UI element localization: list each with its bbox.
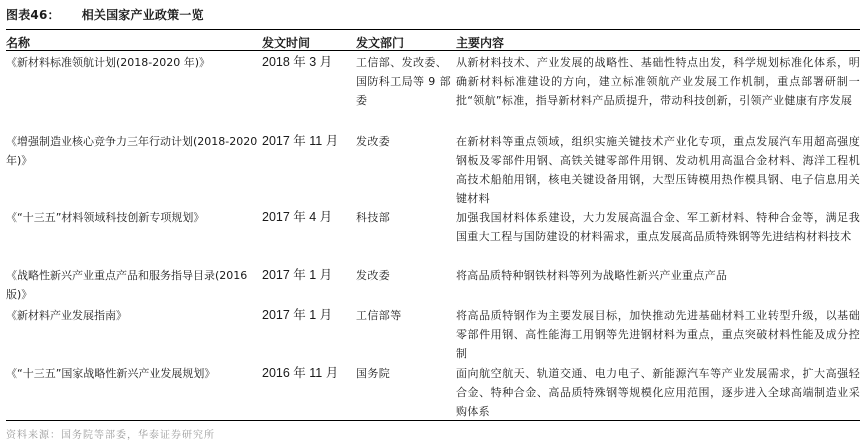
- issuing-department: 工信部等: [356, 309, 402, 322]
- issuing-department: 国务院: [356, 367, 391, 380]
- policy-name: 《新材料产业发展指南》: [6, 309, 127, 322]
- header-date: 发文时间: [262, 36, 311, 50]
- header-dept: 发文部门: [356, 36, 405, 50]
- issuing-department: 发改委: [356, 135, 391, 148]
- issuing-department: 工信部、发改委、国防科工局等 9 部委: [356, 56, 451, 107]
- issuing-department: 发改委: [356, 269, 391, 282]
- policy-name: 《“十三五”材料领域科技创新专项规划》: [6, 211, 205, 224]
- issue-date: 2016 年 11 月: [262, 366, 339, 380]
- caption-title: 相关国家产业政策一览: [81, 8, 204, 22]
- table-top-rule: [6, 29, 860, 30]
- header-name: 名称: [6, 36, 31, 50]
- issue-date: 2017 年 4 月: [262, 210, 333, 224]
- main-content: 将高品质特钢作为主要发展目标，加快推动先进基础材料工业转型升级，以基础零部件用钢、高性能海工用钢等先进钢材料为重点，重点突破材料性能及成分控制: [456, 309, 860, 360]
- issue-date: 2018 年 3 月: [262, 55, 333, 69]
- caption-number: 图表46：: [6, 8, 60, 22]
- policy-name: 《增强制造业核心竞争力三年行动计划(2018-2020 年)》: [6, 135, 258, 167]
- policy-name: 《新材料标准领航计划(2018-2020 年)》: [6, 56, 211, 69]
- main-content: 加强我国材料体系建设，大力发展高温合金、军工新材料、特种合金等，满足我国重大工程与国防建设的材料需求，重点发展高品质特殊钢等先进结构材料技术: [456, 211, 860, 243]
- main-content: 从新材料技术、产业发展的战略性、基础性特点出发，科学规划标准化体系，明确新材料标准建设的方向，建立标准领航产业发展工作机制，重点部署研制一批“领航”标准，指导新材料产品质提升，带动科技创新，引领产业健康有序发展: [456, 56, 860, 107]
- main-content: 将高品质特种钢铁材料等列为战略性新兴产业重点产品: [456, 269, 728, 282]
- table-caption: [6, 6, 858, 23]
- policy-name: 《“十三五”国家战略性新兴产业发展规划》: [6, 367, 216, 380]
- table-header-rule: [6, 50, 860, 51]
- issue-date: 2017 年 11 月: [262, 134, 339, 148]
- source-note: 资料来源：国务院等部委，华泰证券研究所: [6, 430, 215, 441]
- header-content: 主要内容: [456, 36, 505, 50]
- issue-date: 2017 年 1 月: [262, 308, 333, 322]
- table-bottom-rule: [6, 420, 860, 421]
- main-content: 在新材料等重点领域，组织实施关键技术产业化专项，重点发展汽车用超高强度钢板及零部件用钢、高铁关键零部件用钢、发动机用高温合金材料、海洋工程机高技术船舶用钢，核电关键设备用钢，大型压铸模用热作模具钢、电子信息用关键材料: [456, 135, 860, 205]
- issuing-department: 科技部: [356, 211, 391, 224]
- main-content: 面向航空航天、轨道交通、电力电子、新能源汽车等产业发展需求，扩大高强轻合金、特种合金、高品质特殊钢等规模化应用范围，逐步进入全球高端制造业采购体系: [456, 367, 860, 418]
- policy-name: 《战略性新兴产业重点产品和服务指导目录(2016 版)》: [6, 269, 248, 301]
- issue-date: 2017 年 1 月: [262, 268, 333, 282]
